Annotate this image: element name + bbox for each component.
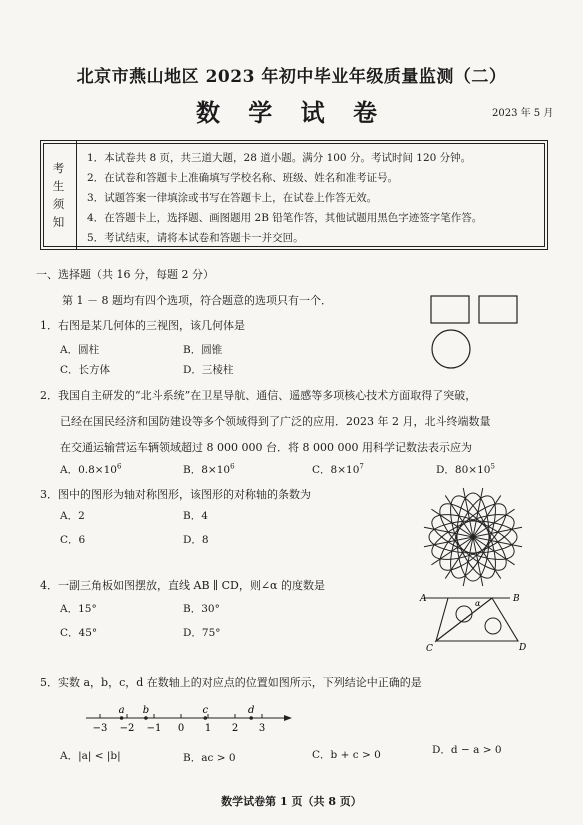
q3-option-d: D．8 bbox=[183, 534, 209, 546]
q4-option-a: A．15° bbox=[60, 603, 97, 615]
axis-tick-label: −3 bbox=[92, 723, 108, 734]
q2-option-a: A．$0.8\times 10^6$ bbox=[60, 462, 122, 476]
q5-stem: 5．实数 a，b，c，d 在数轴上的对应点的位置如图所示，下列结论中正确的是 bbox=[40, 676, 422, 689]
section-intro: 第 1 － 8 题均有四个选项，符合题意的选项只有一个． bbox=[62, 294, 332, 307]
q4-option-b: B．30° bbox=[183, 603, 220, 615]
q4-triangle-figure bbox=[418, 588, 538, 654]
notice-item: 1．本试卷共 8 页，共三道大题，28 道小题。满分 100 分。考试时间 120 分钟。 bbox=[87, 152, 472, 164]
q2-option-b: B．$8\times 10^6$ bbox=[183, 462, 235, 476]
label-b: B bbox=[513, 594, 520, 604]
number-line-point bbox=[249, 716, 253, 720]
q3-symmetric-figure bbox=[420, 484, 526, 590]
q5-option-a: A．|a| < |b| bbox=[60, 750, 121, 762]
number-line-point-label: c bbox=[202, 705, 209, 716]
q1-option-d: D．三棱柱 bbox=[183, 364, 234, 376]
q2-option-c: C．$8\times 10^7$ bbox=[312, 462, 364, 476]
notice-item: 4．在答题卡上，选择题、画图题用 2B 铅笔作答，其他试题用黑色字迹签字笔作答。 bbox=[87, 212, 483, 224]
number-line-point bbox=[120, 716, 124, 720]
q2-stem-line2: 已经在国民经济和国防建设等多个领域得到了广泛的应用．2023 年 2 月，北斗终端数量 bbox=[60, 415, 491, 428]
q1-stem: 1．右图是某几何体的三视图，该几何体是 bbox=[40, 319, 245, 332]
side-view-rect bbox=[479, 296, 517, 323]
q1-option-c: C．长方体 bbox=[60, 364, 111, 376]
number-line-point bbox=[144, 716, 148, 720]
exam-subject: 数 学 试 卷 bbox=[195, 98, 388, 127]
notice-label-char: 生 bbox=[52, 179, 65, 193]
q3-option-a: A．2 bbox=[60, 510, 85, 522]
notice-item: 2．在试卷和答题卡上准确填写学校名称、班级、姓名和准考证号。 bbox=[87, 172, 399, 184]
q1-option-a: A．圆柱 bbox=[60, 344, 100, 356]
q3-option-c: C．6 bbox=[60, 534, 86, 546]
axis-tick-label: 1 bbox=[204, 723, 212, 734]
exam-title: 北京市燕山地区 2023 年初中毕业年级质量监测（二） bbox=[76, 67, 507, 87]
notice-label bbox=[41, 141, 77, 249]
label-c: C bbox=[426, 644, 433, 654]
notice-label-char: 考 bbox=[52, 161, 65, 175]
number-line-point-label: b bbox=[142, 705, 150, 716]
top-view-circle bbox=[432, 330, 470, 368]
label-d: D bbox=[519, 643, 527, 653]
axis-tick-label: −2 bbox=[119, 723, 135, 734]
triangle-hole bbox=[485, 618, 501, 634]
front-view-rect bbox=[431, 296, 469, 323]
candidate-notice-box bbox=[40, 140, 548, 250]
label-alpha: α bbox=[475, 599, 481, 608]
q4-stem: 4．一副三角板如图摆放，直线 AB ∥ CD，则∠α 的度数是 bbox=[40, 579, 325, 592]
q1-three-view-figure bbox=[425, 292, 535, 372]
q3-stem: 3．图中的图形为轴对称图形，该图形的对称轴的条数为 bbox=[40, 488, 311, 501]
notice-label-char: 须 bbox=[52, 197, 65, 211]
section-heading: 一、选择题（共 16 分，每题 2 分） bbox=[36, 268, 214, 281]
q2-stem-line1: 2．我国自主研发的“北斗系统”在卫星导航、通信、遥感等多项核心技术方面取得了突破， bbox=[40, 389, 477, 402]
q5-option-c: C．b + c > 0 bbox=[312, 749, 381, 761]
q4-option-d: D．75° bbox=[183, 627, 221, 639]
notice-item: 3．试题答案一律填涂或书写在答题卡上，在试卷上作答无效。 bbox=[87, 192, 378, 204]
number-line-point bbox=[204, 716, 208, 720]
number-line-point-label: a bbox=[118, 705, 125, 716]
q3-option-b: B．4 bbox=[183, 510, 208, 522]
axis-tick-label: −1 bbox=[146, 723, 162, 734]
axis-arrow bbox=[284, 715, 292, 721]
q1-option-b: B．圆锥 bbox=[183, 344, 223, 356]
page-footer: 数学试卷第 1 页（共 8 页） bbox=[221, 795, 362, 808]
q4-option-c: C．45° bbox=[60, 627, 98, 639]
axis-tick-label: 2 bbox=[231, 723, 239, 734]
exam-date: 2023 年 5 月 bbox=[492, 108, 554, 119]
label-a: A bbox=[420, 594, 427, 604]
q5-option-b: B．ac > 0 bbox=[183, 752, 236, 764]
axis-tick-label: 3 bbox=[258, 723, 266, 734]
q2-stem-line3: 在交通运输营运车辆领域超过 8 000 000 台．将 8 000 000 用科学记数法表示应为 bbox=[60, 441, 472, 454]
q2-option-d: D．$80\times 10^5$ bbox=[436, 462, 495, 476]
notice-item: 5．考试结束，请将本试卷和答题卡一并交回。 bbox=[87, 232, 304, 244]
q5-option-d: D．d − a > 0 bbox=[432, 744, 502, 756]
number-line-point-label: d bbox=[247, 705, 255, 716]
q5-number-line bbox=[82, 702, 298, 736]
axis-tick-label: 0 bbox=[177, 723, 185, 734]
notice-label-char: 知 bbox=[52, 215, 65, 229]
